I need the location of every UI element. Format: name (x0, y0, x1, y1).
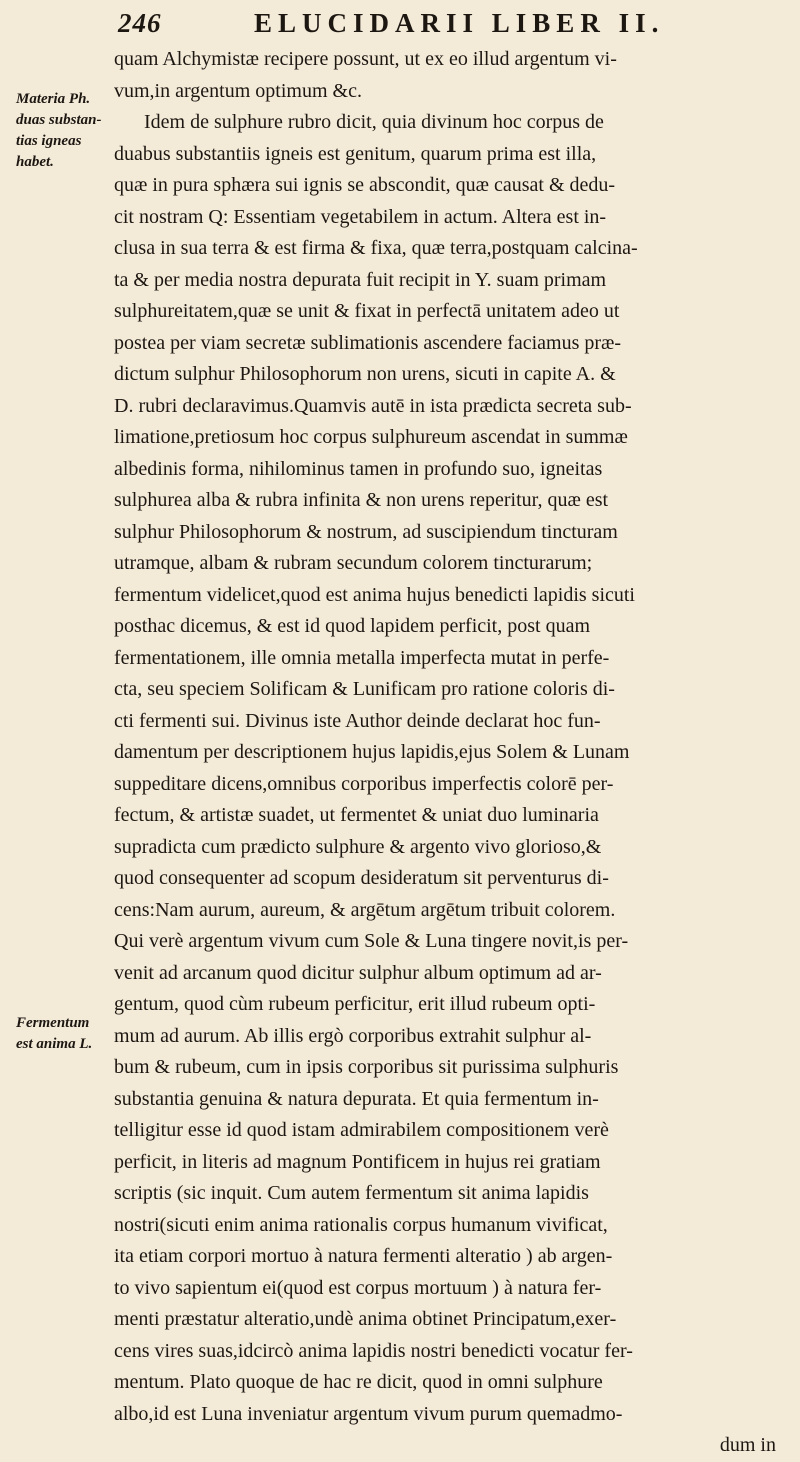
text-line: menti præstatur alteratio,undè anima obtinet Principatum,exer- (114, 1308, 617, 1330)
text-line: limatione,pretiosum hoc corpus sulphureum ascendat in summæ (114, 426, 628, 448)
page-header (118, 8, 758, 44)
text-line: mum ad aurum. Ab illis ergò corporibus extrahit sulphur al- (114, 1024, 592, 1047)
text-line: D. rubri declaravimus.Quamvis autē in ista prædicta secreta sub- (114, 394, 632, 417)
text-line: fectum, & artistæ suadet, ut fermentet & uniat duo luminaria (114, 804, 599, 826)
text-line: duabus substantiis igneis est genitum, quarum prima est illa, (114, 142, 597, 165)
text-line: cti fermenti sui. Divinus iste Author deinde declarat hoc fun- (114, 709, 601, 732)
margin-note-fermentum (16, 1013, 112, 1055)
text-line: mentum. Plato quoque de hac re dicit, quod in omni sulphure (114, 1371, 603, 1393)
text-line: dictum sulphur Philosophorum non urens, sicuti in capite A. & (114, 363, 616, 385)
text-line: scriptis (sic inquit. Cum autem fermentum sit anima lapidis (114, 1182, 589, 1204)
catchword: dum in (719, 1434, 776, 1456)
text-line: cta, seu speciem Solificam & Lunificam pro ratione coloris di- (114, 678, 615, 700)
text-line: gentum, quod cùm rubeum perficitur, erit illud rubeum opti- (114, 993, 596, 1015)
margin-notes (0, 0, 112, 1337)
text-line: albo,id est Luna inveniatur argentum vivum purum quemadmo- (114, 1402, 623, 1425)
margin-note-line: Fermentum (16, 1015, 90, 1031)
text-line: perficit, in literis ad magnum Pontificem in hujus rei gratiam (114, 1150, 601, 1173)
text-line: fermentationem, ille omnia metalla imperfecta mutat in perfe- (114, 646, 610, 669)
text-line: suppeditare dicens,omnibus corporibus imperfectis colorē per- (114, 772, 614, 795)
text-line: damentum per descriptionem hujus lapidis,ejus Solem & Lunam (114, 741, 630, 763)
text-line: Qui verè argentum vivum cum Sole & Luna tingere novit,is per- (114, 930, 629, 952)
text-line: ita etiam corpori mortuo à natura fermenti alteratio ) ab argen- (114, 1245, 613, 1267)
margin-note-line: Materia Ph. (16, 91, 91, 107)
text-line: utramque, albam & rubram secundum colorem tincturarum; (114, 552, 593, 574)
margin-note-line: est anima L. (16, 1036, 93, 1052)
text-line: supradicta cum prædicto sulphure & argento vivo glorioso,& (114, 835, 602, 858)
body-text (114, 44, 784, 1462)
margin-note-materia (16, 89, 112, 173)
margin-note-line: habet. (16, 154, 54, 170)
text-line: cens:Nam aurum, aureum, & argētum argētum tribuit colorem. (114, 898, 616, 921)
margin-note-line: tias igneas (16, 133, 82, 149)
text-line: postea per viam secretæ sublimationis ascendere faciamus præ- (114, 331, 622, 354)
text-line: venit ad arcanum quod dicitur sulphur album optimum ad ar- (114, 961, 602, 984)
running-head: ELUCIDARII LIBER II. (254, 8, 665, 38)
text-line: quam Alchymistæ recipere possunt, ut ex eo illud argentum vi- (114, 48, 617, 70)
margin-note-line: duas substan- (16, 112, 102, 128)
text-line: Idem de sulphure rubro dicit, quia divinum hoc corpus de (144, 111, 604, 133)
text-line: posthac dicemus, & est id quod lapidem perficit, post quam (114, 615, 591, 637)
text-line: cens vires suas,idcircò anima lapidis nostri benedicti vocatur fer- (114, 1339, 633, 1362)
text-line: sulphurea alba & rubra infinita & non urens reperitur, quæ est (114, 489, 609, 511)
text-line: sulphur Philosophorum & nostrum, ad suscipiendum tincturam (114, 520, 618, 543)
text-line: to vivo sapientum ei(quod est corpus mortuum ) à natura fer- (114, 1276, 602, 1299)
text-line: cit nostram Q: Essentiam vegetabilem in actum. Altera est in- (114, 205, 607, 228)
text-line: fermentum videlicet,quod est anima hujus benedicti lapidis sicuti (114, 583, 635, 606)
page-number: 246 (118, 8, 162, 38)
text-line: vum,in argentum optimum &c. (114, 79, 362, 102)
text-line: bum & rubeum, cum in ipsis corporibus sit purissima sulphuris (114, 1056, 619, 1078)
text-line: quod consequenter ad scopum desideratum sit perventurus di- (114, 867, 609, 889)
text-line: substantia genuina & natura depurata. Et quia fermentum in- (114, 1087, 599, 1110)
text-line: clusa in sua terra & est firma & fixa, quæ terra,postquam calcina- (114, 237, 638, 259)
text-line: telligitur esse id quod istam admirabilem compositionem verè (114, 1119, 609, 1141)
text-line: sulphureitatem,quæ se unit & fixat in perfectā unitatem adeo ut (114, 300, 620, 322)
text-line: ta & per media nostra depurata fuit recipit in Y. suam primam (114, 268, 607, 291)
text-line: nostri(sicuti enim anima rationalis corpus humanum vivificat, (114, 1213, 608, 1236)
text-line: quæ in pura sphæra sui ignis se abscondit, quæ causat & dedu- (114, 174, 616, 196)
text-line: albedinis forma, nihilominus tamen in profundo suo, igneitas (114, 457, 603, 480)
